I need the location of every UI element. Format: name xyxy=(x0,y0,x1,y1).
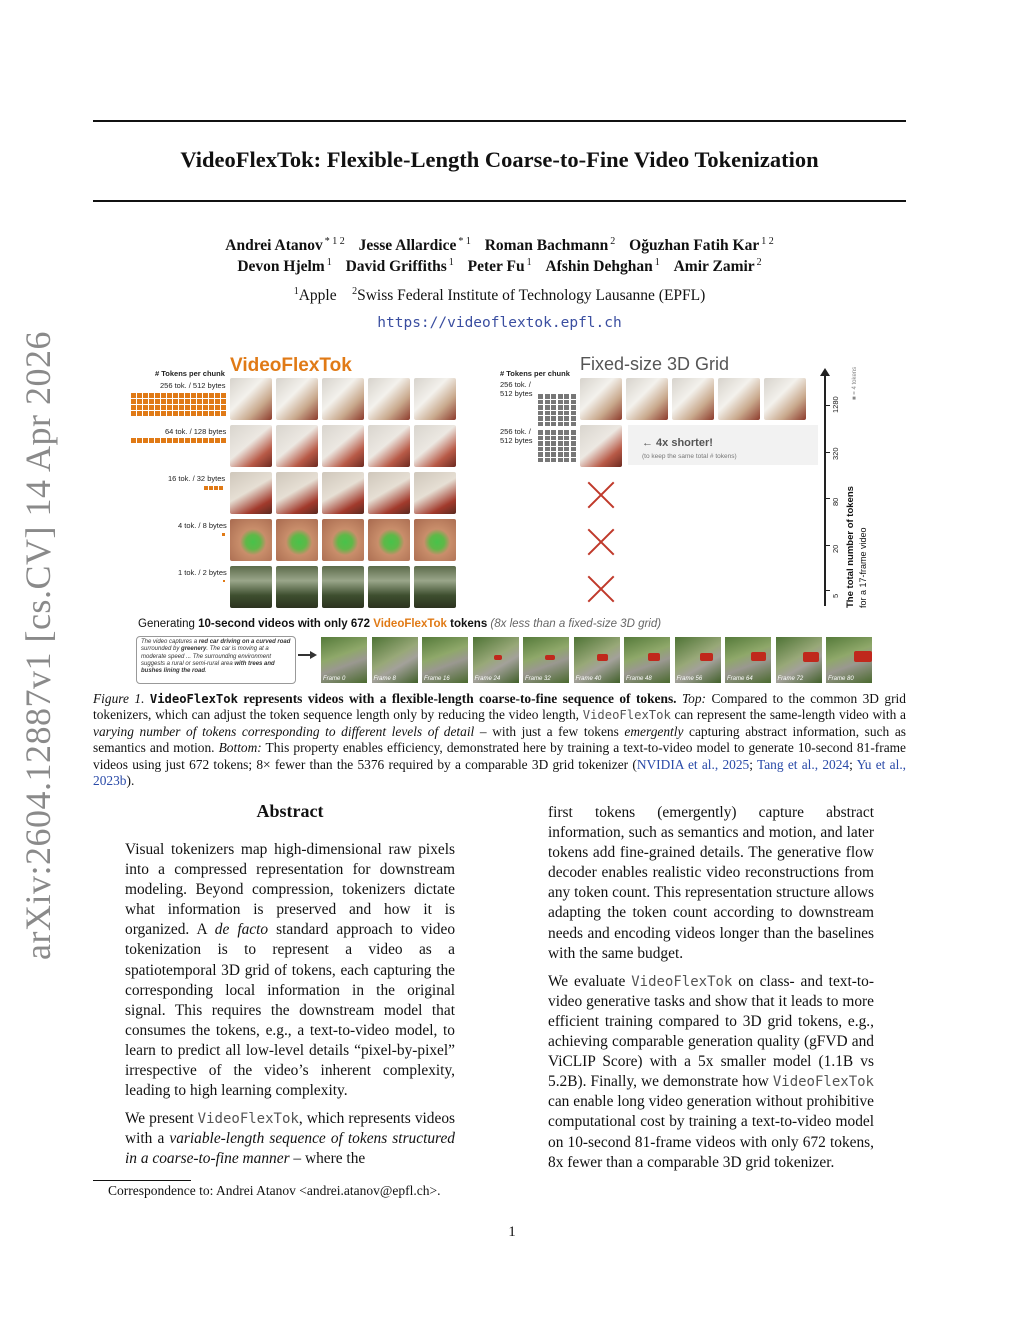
grid-token-square xyxy=(545,452,550,457)
row-label: 4 tok. / 8 bytes xyxy=(178,521,227,530)
red-car xyxy=(648,653,660,660)
author: Peter Fu $^1$ xyxy=(467,257,532,276)
red-car xyxy=(597,654,608,661)
grid-token-square xyxy=(545,430,550,435)
grid-token-square xyxy=(564,458,569,463)
token-square xyxy=(173,393,178,398)
grid-token-square xyxy=(538,411,543,416)
token-square xyxy=(161,405,166,410)
grid-token-square xyxy=(538,422,543,427)
title-rule-bottom xyxy=(93,200,906,202)
right-header: # Tokens per chunk xyxy=(500,369,570,378)
token-square xyxy=(149,393,154,398)
grid-token-square xyxy=(551,436,556,441)
row-label: 16 tok. / 32 bytes xyxy=(168,474,226,483)
video-frame xyxy=(580,378,622,420)
frame-label: Frame 8 xyxy=(373,676,396,682)
grid-token-square xyxy=(564,411,569,416)
axis-arrow-icon xyxy=(820,368,830,376)
video-frame xyxy=(276,472,318,514)
token-square xyxy=(214,486,218,490)
arrow-right-icon xyxy=(310,651,317,659)
token-square xyxy=(215,411,220,416)
arxiv-stamp: arXiv:2604.12887v1 [cs.CV] 14 Apr 2026 xyxy=(18,331,58,960)
token-square xyxy=(149,411,154,416)
author: Roman Bachmann $^2$ xyxy=(484,236,616,255)
red-car xyxy=(751,652,766,661)
frame-label: Frame 32 xyxy=(525,676,551,682)
video-frame xyxy=(322,425,364,467)
token-square xyxy=(221,411,226,416)
grid-token-square xyxy=(571,394,576,399)
frame-label: Frame 40 xyxy=(575,676,602,682)
token-square xyxy=(173,438,178,443)
token-square xyxy=(161,393,166,398)
author: David Griffiths $^1$ xyxy=(345,257,454,276)
video-frame xyxy=(626,378,668,420)
row-label: 256 tok. / 512 bytes xyxy=(160,381,226,390)
grid-token-square xyxy=(545,411,550,416)
axis-tick-label: 320 xyxy=(831,447,840,460)
token-square xyxy=(215,393,220,398)
token-square xyxy=(203,399,208,404)
video-frame xyxy=(276,425,318,467)
axis-tick xyxy=(824,590,830,591)
grid-token-square xyxy=(564,400,569,405)
token-square xyxy=(131,411,136,416)
axis-tick-label: 80 xyxy=(831,497,840,506)
token-square xyxy=(155,399,160,404)
grid-token-square xyxy=(571,452,576,457)
author-line-1 xyxy=(93,236,906,255)
grid-token-square xyxy=(551,405,556,410)
grid-token-square xyxy=(551,422,556,427)
video-frame xyxy=(230,472,272,514)
token-square xyxy=(131,399,136,404)
abstract-right-column xyxy=(548,803,874,1181)
red-car xyxy=(700,653,714,661)
grid-token-square xyxy=(558,441,563,446)
frame-label: Frame 64 xyxy=(727,676,753,682)
token-square xyxy=(167,393,172,398)
token-square xyxy=(209,486,213,490)
axis-tick xyxy=(824,498,830,499)
grid-token-square xyxy=(564,441,569,446)
axis-line xyxy=(824,374,826,606)
video-frame xyxy=(322,566,364,608)
token-square xyxy=(185,405,190,410)
token-square xyxy=(219,486,223,490)
abstract-paragraph-1: Visual tokenizers map high-dimensional raw pixels into a compressed representation for downstream modeling. Beyond compression, tokenizers dictate what information is preserved and how it is organized. A de facto standard approach to video tokenization is to represent a video as a spatiotemporal 3D grid of tokens, each capturing the corresponding local information in the original signal. This requires the downstream model that consumes the tokens, e.g., a text-to-video model, to learn to predict all low-level details “pixel-by-pixel” irrespective of the video’s inherent complexity, leading to high learning complexity. xyxy=(125,841,456,1100)
token-square xyxy=(215,399,220,404)
citation-link[interactable]: Yu et al., 2023b xyxy=(93,756,907,789)
grid-token-square xyxy=(551,430,556,435)
videoflextok-label: VideoFlexTok xyxy=(230,355,352,376)
grid-token-square xyxy=(551,452,556,457)
token-square xyxy=(209,438,214,443)
video-frame xyxy=(580,425,622,467)
grid-token-square xyxy=(538,416,543,421)
token-square xyxy=(137,411,142,416)
grid-token-square xyxy=(571,441,576,446)
token-square xyxy=(215,405,220,410)
video-frame xyxy=(230,378,272,420)
shorter-text: ← 4x shorter! xyxy=(642,437,713,449)
generated-frame xyxy=(372,637,418,683)
abstract-paragraph-4: We evaluate VideoFlexTok on class- and text-to-video generative tasks and show that it leads to more efficient training compared to 3D grid tokens, e.g., achieving comparable generation quality (gFVD and ViCLIP Score) with a 5x smaller model (1.1B vs 5.2B). Finally, we demonstrate how VideoFlexTok can enable long video generation without prohibitive computational cost by training a text-to-video model on 10-second 81-frame videos with only 672 tokens, 8x fewer than a comparable 3D grid tokenizer. xyxy=(548,972,874,1171)
token-square xyxy=(179,393,184,398)
red-car xyxy=(803,652,820,662)
video-frame xyxy=(718,378,760,420)
video-frame xyxy=(368,566,410,608)
author: Oğuzhan Fatih Kar $^{1 2}$ xyxy=(629,236,774,255)
frame-label: Frame 24 xyxy=(474,676,501,682)
generated-frame xyxy=(624,637,670,683)
video-frame xyxy=(276,378,318,420)
grid-row-label: 256 tok. / 512 bytes xyxy=(500,380,533,398)
abstract-left-column xyxy=(125,840,455,1178)
token-square xyxy=(155,438,160,443)
page-number: 1 xyxy=(508,1224,516,1240)
grid-token-square xyxy=(551,411,556,416)
grid-token-square xyxy=(538,458,543,463)
token-square xyxy=(149,405,154,410)
token-square xyxy=(131,438,136,443)
grid-token-square xyxy=(571,405,576,410)
token-square xyxy=(149,438,154,443)
grid-token-square xyxy=(551,441,556,446)
token-square xyxy=(221,405,226,410)
video-frame xyxy=(764,378,806,420)
token-square xyxy=(131,393,136,398)
grid-token-square xyxy=(538,441,543,446)
grid-token-square xyxy=(545,441,550,446)
token-square xyxy=(223,580,225,582)
token-square xyxy=(203,411,208,416)
row-label: 1 tok. / 2 bytes xyxy=(178,568,227,577)
token-square xyxy=(143,399,148,404)
token-square xyxy=(191,405,196,410)
frame-label: Frame 72 xyxy=(777,676,804,682)
token-square xyxy=(143,405,148,410)
token-square xyxy=(222,533,225,536)
grid-token-square xyxy=(545,405,550,410)
grid-token-square xyxy=(558,422,563,427)
axis-tick-label: 5 xyxy=(831,593,840,598)
token-square xyxy=(197,438,202,443)
grid-token-square xyxy=(564,405,569,410)
token-square xyxy=(137,438,142,443)
token-square xyxy=(203,393,208,398)
video-frame xyxy=(368,472,410,514)
grid-token-square xyxy=(551,447,556,452)
video-frame xyxy=(276,519,318,561)
grid-token-square xyxy=(545,422,550,427)
token-square xyxy=(143,411,148,416)
axis-tick-label: 1280 xyxy=(831,396,840,413)
video-frame xyxy=(322,472,364,514)
grid-token-square xyxy=(558,411,563,416)
token-square xyxy=(185,393,190,398)
cross-mark xyxy=(586,574,616,604)
video-frame xyxy=(368,378,410,420)
grid-token-square xyxy=(558,400,563,405)
grid-token-square xyxy=(545,394,550,399)
video-frame xyxy=(672,378,714,420)
grid-token-square xyxy=(538,394,543,399)
grid-token-square xyxy=(551,394,556,399)
frame-label: Frame 0 xyxy=(323,676,346,682)
token-square xyxy=(161,438,166,443)
token-square xyxy=(221,399,226,404)
generated-frame xyxy=(776,637,822,683)
token-square xyxy=(137,393,142,398)
shorter-sub: (to keep the same total # tokens) xyxy=(642,453,737,460)
generated-frame xyxy=(574,637,620,683)
grid-token-square xyxy=(571,458,576,463)
token-square xyxy=(173,399,178,404)
red-car xyxy=(854,651,872,662)
token-square xyxy=(161,399,166,404)
abstract-paragraph-3: first tokens (emergently) capture abstract information, such as semantics and motion, and later tokens add fine-grained details. The generative flow decoder enables realistic video reconstructions from any token count. This representation structure allows adapting the token count according to downstream needs and encoding videos longer than the baselines with the same budget. xyxy=(548,804,874,962)
token-square xyxy=(221,393,226,398)
token-square xyxy=(173,411,178,416)
grid-token-square xyxy=(571,422,576,427)
token-square xyxy=(191,411,196,416)
grid-token-square xyxy=(545,436,550,441)
grid-token-square xyxy=(558,405,563,410)
token-square xyxy=(215,438,220,443)
token-square xyxy=(143,438,148,443)
grid-token-square xyxy=(558,458,563,463)
token-square xyxy=(149,399,154,404)
token-square xyxy=(209,411,214,416)
token-square xyxy=(191,438,196,443)
grid-token-square xyxy=(558,430,563,435)
token-square xyxy=(137,405,142,410)
token-square xyxy=(203,438,208,443)
grid-token-square xyxy=(571,400,576,405)
cross-mark xyxy=(586,527,616,557)
frame-label: Frame 48 xyxy=(626,676,652,682)
token-square xyxy=(197,399,202,404)
token-square xyxy=(179,411,184,416)
grid-token-square xyxy=(564,447,569,452)
token-square xyxy=(209,393,214,398)
token-square xyxy=(185,411,190,416)
grid-row-label: 256 tok. / 512 bytes xyxy=(500,427,533,445)
grid-token-square xyxy=(564,436,569,441)
axis-tick-label: 20 xyxy=(831,544,840,553)
grid-token-square xyxy=(571,411,576,416)
grid-token-square xyxy=(571,447,576,452)
red-car xyxy=(494,655,502,660)
video-frame xyxy=(368,519,410,561)
token-square xyxy=(161,411,166,416)
author: Devon Hjelm $^1$ xyxy=(237,257,332,276)
video-frame xyxy=(230,566,272,608)
token-square xyxy=(191,399,196,404)
grid-token-square xyxy=(545,447,550,452)
generated-frame xyxy=(473,637,519,683)
project-url[interactable]: https://videoflextok.epfl.ch xyxy=(377,315,622,331)
token-square xyxy=(197,411,202,416)
citation-link[interactable]: NVIDIA et al., 2025 xyxy=(636,756,750,772)
grid-token-square xyxy=(545,400,550,405)
token-square xyxy=(204,486,208,490)
generated-frame xyxy=(826,637,872,683)
video-frame xyxy=(414,378,456,420)
row-label: 64 tok. / 128 bytes xyxy=(165,427,227,436)
token-square xyxy=(179,438,184,443)
token-square xyxy=(155,405,160,410)
generated-frame xyxy=(675,637,721,683)
video-frame xyxy=(322,378,364,420)
grid-token-square xyxy=(545,416,550,421)
token-square xyxy=(221,438,226,443)
token-square xyxy=(185,438,190,443)
axis-tick xyxy=(824,405,830,406)
frame-label: Frame 16 xyxy=(424,676,450,682)
token-square xyxy=(179,399,184,404)
video-frame xyxy=(322,519,364,561)
token-square xyxy=(143,393,148,398)
video-frame xyxy=(230,519,272,561)
grid-token-square xyxy=(564,452,569,457)
figure-caption: Figure 1. VideoFlexTok represents videos with a flexible-length coarse-to-fine sequence of tokens. Top: Compared to the common 3D grid tokenizers, which can adjust the token sequence length only by reducing the video length, VideoFlexTok can represent the same-length video with a varying number of tokens corresponding to different levels of detail – with just a few tokens emergently capturing abstract information, such as semantics and motion. Bottom: This property enables efficiency, demonstrated here by training a text-to-video model to generate 10-second 81-frame videos using just 672 tokens; 8× fewer than the 5376 required by a comparable 3D grid tokenizer (NVIDIA et al., 2025; Tang et al., 2024; Yu et al., 2023b). xyxy=(93,691,907,789)
grid-token-square xyxy=(564,422,569,427)
grid-token-square xyxy=(545,458,550,463)
affiliations: $^1$Apple $^2$Swiss Federal Institute of Technology Lausanne (EPFL) xyxy=(293,286,706,305)
grid-token-square xyxy=(564,394,569,399)
axis-subtitle: for a 17-frame video xyxy=(858,527,868,608)
video-frame xyxy=(276,566,318,608)
grid-token-square xyxy=(538,430,543,435)
red-car xyxy=(545,655,555,661)
grid-token-square xyxy=(551,416,556,421)
video-frame xyxy=(414,472,456,514)
generated-frame xyxy=(321,637,367,683)
grid-token-square xyxy=(538,447,543,452)
author: Afshin Dehghan $^1$ xyxy=(545,257,660,276)
bottom-heading: Generating 10-second videos with only 672 VideoFlexTok tokens (8x less than a fixed-size 3D grid) xyxy=(138,618,662,630)
paper-title: VideoFlexTok: Flexible-Length Coarse-to-Fine Video Tokenization xyxy=(180,147,819,172)
grid-token-square xyxy=(558,452,563,457)
title-rule-top xyxy=(93,120,906,122)
author-line-2 xyxy=(93,257,906,276)
token-square xyxy=(167,405,172,410)
token-square xyxy=(185,399,190,404)
token-square xyxy=(209,399,214,404)
grid-token-square xyxy=(538,436,543,441)
token-square xyxy=(155,393,160,398)
token-square xyxy=(167,438,172,443)
grid-token-square xyxy=(571,436,576,441)
video-frame xyxy=(414,566,456,608)
generated-frame xyxy=(523,637,569,683)
grid-token-square xyxy=(564,416,569,421)
token-square xyxy=(137,399,142,404)
token-square xyxy=(167,399,172,404)
token-square xyxy=(209,405,214,410)
author: Amir Zamir $^2$ xyxy=(673,257,762,276)
grid-token-square xyxy=(564,430,569,435)
video-frame xyxy=(230,425,272,467)
token-square xyxy=(179,405,184,410)
token-square xyxy=(155,411,160,416)
generated-frame xyxy=(725,637,771,683)
footnote: Correspondence to: Andrei Atanov <andrei.atanov@epfl.ch>. xyxy=(108,1183,441,1198)
abstract-heading: Abstract xyxy=(256,801,324,821)
grid-token-square xyxy=(558,416,563,421)
grid-token-square xyxy=(538,452,543,457)
token-square xyxy=(191,393,196,398)
abstract-paragraph-2: We present VideoFlexTok, which represents videos with a variable-length sequence of tokens structured in a coarse-to-fine manner – where the xyxy=(125,1110,456,1168)
grid-token-square xyxy=(571,416,576,421)
grid-token-square xyxy=(551,458,556,463)
footnote-rule xyxy=(93,1180,191,1181)
token-square xyxy=(167,411,172,416)
author: Andrei Atanov $^{* 1 2}$ xyxy=(225,236,345,255)
token-square xyxy=(203,405,208,410)
token-square xyxy=(197,393,202,398)
axis-tick xyxy=(824,452,830,453)
video-frame xyxy=(414,425,456,467)
token-square xyxy=(197,405,202,410)
token-square xyxy=(173,405,178,410)
prompt-box: The video captures a red car driving on a curved road surrounded by greenery. The car is moving at a moderate speed ... The surrounding environment suggests a rural or semi-rural area with trees and bushes lining the road. xyxy=(136,636,296,684)
grid-token-square xyxy=(558,447,563,452)
frame-label: Frame 80 xyxy=(828,676,854,682)
video-frame xyxy=(368,425,410,467)
token-square xyxy=(131,405,136,410)
axis-title: The total number of tokens xyxy=(845,486,856,608)
grid-label: Fixed-size 3D Grid xyxy=(580,354,730,374)
frame-label: Frame 56 xyxy=(676,676,703,682)
author: Jesse Allardice $^{* 1}$ xyxy=(358,236,471,255)
grid-token-square xyxy=(558,394,563,399)
grid-token-square xyxy=(538,405,543,410)
axis-legend: ■ = 4 tokens xyxy=(852,366,858,400)
grid-token-square xyxy=(558,436,563,441)
grid-token-square xyxy=(571,430,576,435)
cross-mark xyxy=(586,480,616,510)
grid-token-square xyxy=(551,400,556,405)
left-header: # Tokens per chunk xyxy=(155,369,225,378)
video-frame xyxy=(414,519,456,561)
generated-frame xyxy=(422,637,468,683)
axis-tick xyxy=(824,545,830,546)
grid-token-square xyxy=(538,400,543,405)
citation-link[interactable]: Tang et al., 2024 xyxy=(757,756,850,772)
